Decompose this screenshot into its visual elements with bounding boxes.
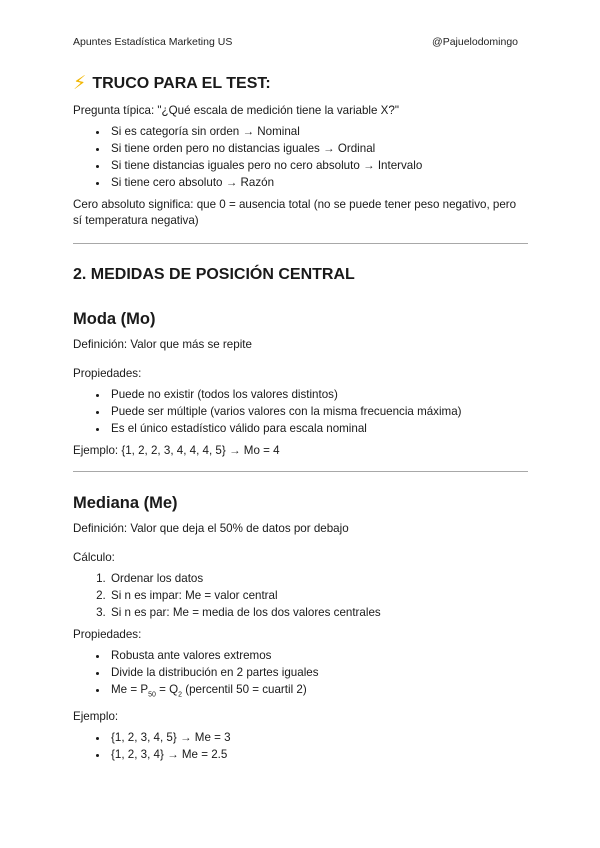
- mediana-definition: Definición: Valor que deja el 50% de datos por debajo: [73, 522, 349, 535]
- divider: [73, 243, 528, 244]
- list-item: • Puede ser múltiple (varios valores con la misma frecuencia máxima): [109, 403, 528, 420]
- lightning-icon: ⚡: [73, 73, 87, 94]
- header-author: @Pajuelodomingo: [432, 36, 518, 48]
- list-item: • Si tiene orden pero no distancias iguales → Ordinal: [109, 140, 528, 157]
- list-item: • Puede no existir (todos los valores distintos): [109, 386, 528, 403]
- list-item: 3. Si n es par: Me = media de los dos valores centrales: [109, 604, 528, 621]
- list-item: 1. Ordenar los datos: [109, 570, 528, 587]
- moda-definition: Definición: Valor que más se repite: [73, 338, 252, 351]
- page-header: [73, 36, 518, 48]
- section-title: 2. MEDIDAS DE POSICIÓN CENTRAL: [73, 266, 355, 283]
- test-question: Pregunta típica: "¿Qué escala de medición tiene la variable X?": [73, 104, 399, 117]
- list-item: • Si tiene distancias iguales pero no cero absoluto → Intervalo: [109, 157, 528, 174]
- mediana-props-label: Propiedades:: [73, 628, 142, 641]
- list-item: • Es el único estadístico válido para escala nominal: [109, 420, 528, 437]
- mediana-calc-label: Cálculo:: [73, 551, 115, 564]
- list-item: • $Me = P_{50} = Q_2$ (percentil 50 = cuartil 2): [109, 681, 528, 703]
- test-list: [73, 123, 528, 191]
- test-tip-title: TRUCO PARA EL TEST:: [92, 74, 271, 92]
- list-item: • {1, 2, 3, 4} → Me = 2.5: [109, 746, 528, 763]
- test-tip-heading: [73, 72, 528, 95]
- mediana-title: Mediana (Me): [73, 494, 178, 512]
- mediana-props-list: [73, 647, 528, 703]
- moda-props-list: [73, 386, 528, 437]
- mediana-example-label: Ejemplo:: [73, 710, 119, 724]
- list-item: • Divide la distribución en 2 partes iguales: [109, 664, 528, 681]
- mediana-example-list: [73, 729, 528, 763]
- list-item: • {1, 2, 3, 4, 5} → Me = 3: [109, 729, 528, 746]
- moda-title: Moda (Mo): [73, 310, 156, 328]
- moda-example: Ejemplo: {1, 2, 2, 3, 4, 4, 4, 5} → Mo = 4: [73, 444, 280, 457]
- divider: [73, 471, 528, 472]
- list-item: 2. Si n es impar: Me = valor central: [109, 587, 528, 604]
- moda-props-label: Propiedades:: [73, 367, 142, 380]
- list-item: • Robusta ante valores extremos: [109, 647, 528, 664]
- list-item: • Si es categoría sin orden → Nominal: [109, 123, 528, 140]
- list-item: • Si tiene cero absoluto → Razón: [109, 174, 528, 191]
- test-note: Cero absoluto significa: que 0 = ausencia total (no se puede tener peso negativo, pero sí temperatura negativa): [73, 198, 517, 227]
- mediana-calc-list: [73, 570, 528, 621]
- header-title: Apuntes Estadística Marketing US: [73, 36, 233, 48]
- document-body: [73, 68, 528, 763]
